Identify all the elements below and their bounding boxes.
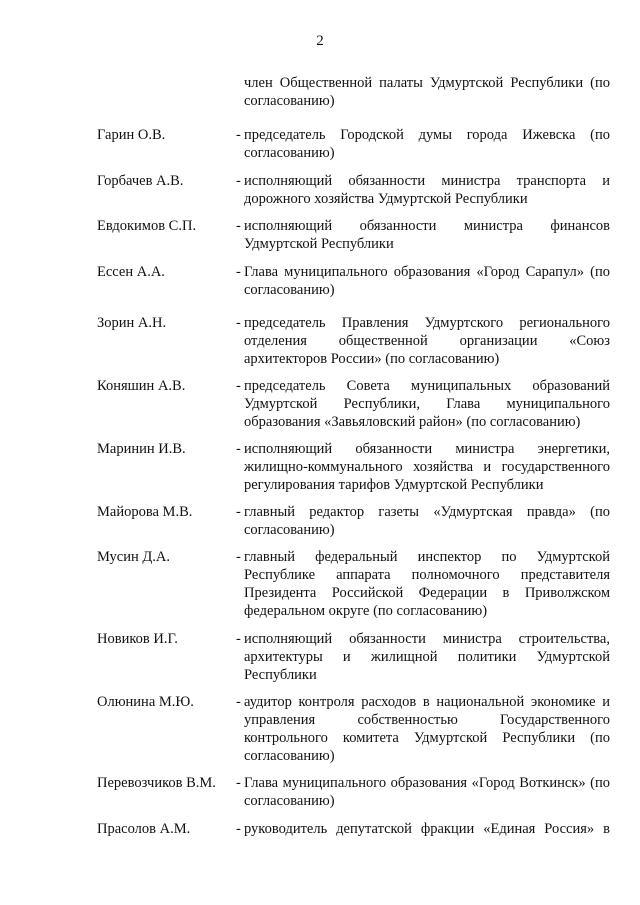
member-name: Майорова М.В. bbox=[97, 504, 193, 520]
dash-separator: - bbox=[236, 315, 241, 331]
dash-separator: - bbox=[236, 378, 241, 394]
member-role: аудитор контроля расходов в национальной экономике и управления собственностью Государственного контрольного комитета Удмуртской Республики (по согласованию) bbox=[244, 694, 610, 764]
dash-separator: - bbox=[236, 264, 241, 280]
dash-separator: - bbox=[236, 441, 241, 457]
member-role: председатель Совета муниципальных образований Удмуртской Республики, Глава муниципального образования «Завьяловский район» (по согласованию) bbox=[244, 378, 610, 430]
dash-separator: - bbox=[236, 127, 241, 143]
dash-separator: - bbox=[236, 218, 241, 234]
member-role: руководитель депутатской фракции «Единая Россия» в bbox=[244, 821, 610, 837]
member-role: Глава муниципального образования «Город Воткинск» (по согласованию) bbox=[244, 775, 610, 809]
member-name: Евдокимов С.П. bbox=[97, 218, 197, 234]
dash-separator: - bbox=[236, 775, 241, 791]
member-name: Новиков И.Г. bbox=[97, 631, 178, 647]
member-name: Коняшин А.В. bbox=[97, 378, 186, 394]
member-name: Олюнина М.Ю. bbox=[97, 694, 194, 710]
member-role: Глава муниципального образования «Город Сарапул» (по согласованию) bbox=[244, 264, 610, 298]
member-name: Мусин Д.А. bbox=[97, 549, 170, 565]
continuation-text: член Общественной палаты Удмуртской Республики (по согласованию) bbox=[244, 75, 610, 109]
member-name: Зорин А.Н. bbox=[97, 315, 167, 331]
member-role: исполняющий обязанности министра строительства, архитектуры и жилищной политики Удмуртской Республики bbox=[244, 631, 610, 683]
member-name: Маринин И.В. bbox=[97, 441, 186, 457]
dash-separator: - bbox=[236, 173, 241, 189]
dash-separator: - bbox=[236, 821, 241, 837]
dash-separator: - bbox=[236, 694, 241, 710]
member-name: Гарин О.В. bbox=[97, 127, 166, 143]
member-role: исполняющий обязанности министра транспорта и дорожного хозяйства Удмуртской Республики bbox=[244, 173, 610, 207]
member-role: главный редактор газеты «Удмуртская правда» (по согласованию) bbox=[244, 504, 610, 538]
member-role: исполняющий обязанности министра энергетики, жилищно-коммунального хозяйства и государственного регулирования тарифов Удмуртской Республики bbox=[244, 441, 610, 493]
member-name: Горбачев А.В. bbox=[97, 173, 184, 189]
member-role: председатель Городской думы города Ижевска (по согласованию) bbox=[244, 127, 610, 161]
member-role: главный федеральный инспектор по Удмуртской Республике аппарата полномочного представителя Президента Российской Федерации в Приволжском федеральном округе (по согласованию) bbox=[244, 549, 610, 619]
member-name: Ессен А.А. bbox=[97, 264, 165, 280]
member-name: Прасолов А.М. bbox=[97, 821, 191, 837]
dash-separator: - bbox=[236, 504, 241, 520]
member-name: Перевозчиков В.М. bbox=[97, 775, 216, 791]
member-role: исполняющий обязанности министра финансов Удмуртской Республики bbox=[244, 218, 610, 252]
dash-separator: - bbox=[236, 631, 241, 647]
page-number: 2 bbox=[316, 33, 324, 49]
dash-separator: - bbox=[236, 549, 241, 565]
member-role: председатель Правления Удмуртского регионального отделения общественной организации «Союз архитекторов России» (по согласованию) bbox=[244, 315, 610, 367]
